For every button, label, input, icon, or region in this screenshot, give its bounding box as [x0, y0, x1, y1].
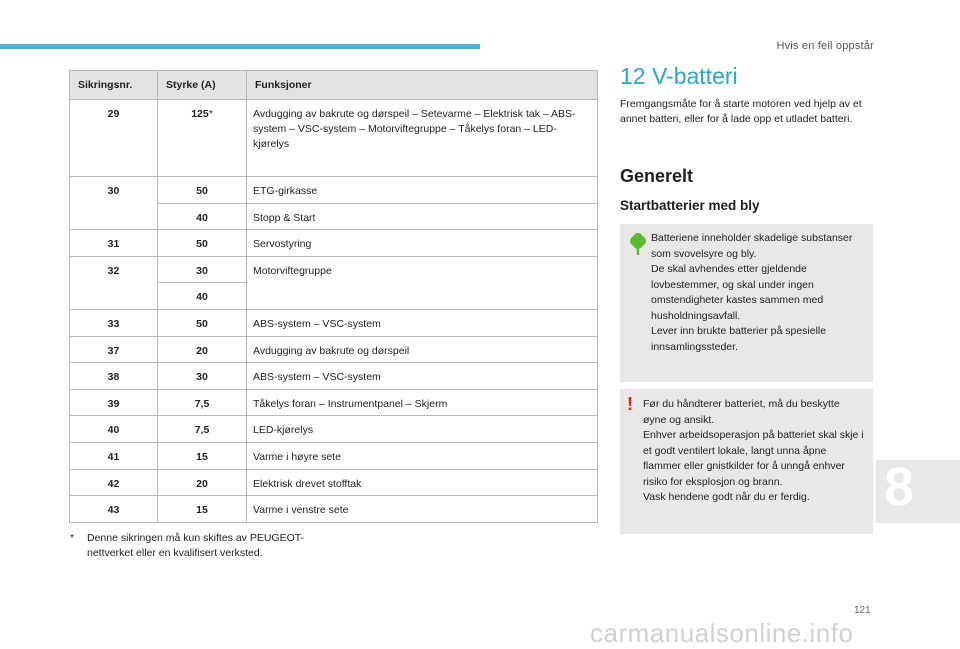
footnote — [70, 531, 330, 561]
chapter-number: 8 — [884, 457, 915, 517]
fuse-amps: 40 — [158, 203, 247, 230]
fuse-number: 37 — [70, 336, 158, 363]
fuse-amps: 50 — [158, 309, 247, 336]
fuse-function: LED-kjørelys — [247, 416, 598, 443]
fuse-function: Varme i venstre sete — [247, 496, 598, 523]
general-heading: Generelt — [620, 166, 694, 186]
fuse-function: Varme i høyre sete — [247, 442, 598, 469]
env-note-line: Batteriene inneholder skadelige substanser som svovelsyre og bly. — [651, 232, 853, 260]
fuse-function: Servostyring — [247, 230, 598, 257]
fuse-amps: 7,5 — [158, 416, 247, 443]
fuse-function: ABS-system – VSC-system — [247, 309, 598, 336]
table-row — [70, 416, 598, 443]
table-row — [70, 363, 598, 390]
fuse-number: 42 — [70, 469, 158, 496]
fuse-number: 39 — [70, 389, 158, 416]
fuse-amps: 7,5 — [158, 389, 247, 416]
watermark: carmanualsonline.info — [590, 618, 854, 648]
lead-battery-heading: Startbatterier med bly — [620, 198, 760, 213]
fuse-number: 33 — [70, 309, 158, 336]
fuse-amps: 40 — [158, 283, 247, 310]
warning-note-line: Før du håndterer batteriet, må du beskytte øyne og ansikt. — [643, 398, 840, 426]
table-row — [70, 442, 598, 469]
tree-icon — [628, 233, 648, 257]
table-row — [70, 309, 598, 336]
fuse-function: ABS-system – VSC-system — [247, 363, 598, 390]
fuse-amps: 20 — [158, 469, 247, 496]
header-accent-bar — [0, 44, 480, 49]
environment-note — [620, 224, 873, 382]
table-row — [70, 230, 598, 257]
fuse-number: 43 — [70, 496, 158, 523]
footnote-text: Denne sikringen må kun skiftes av PEUGEOT-nettverket eller en kvalifisert verksted. — [87, 532, 305, 559]
footnote-marker: * — [70, 532, 75, 544]
section-title: Hvis en feil oppstår — [776, 40, 874, 52]
fuse-amps: 20 — [158, 336, 247, 363]
fuse-function: Motorviftegruppe — [247, 256, 598, 309]
table-row — [70, 496, 598, 523]
fuse-function: Tåkelys foran – Instrumentpanel – Skjerm — [247, 389, 598, 416]
column-header-function: Funksjoner — [247, 71, 598, 100]
battery-intro: Fremgangsmåte for å starte motoren ved hjelp av et annet batteri, eller for å lade opp et utladet batteri. — [620, 98, 862, 125]
fuse-number: 29 — [70, 100, 158, 177]
footnote-marker: * — [208, 108, 213, 120]
fuse-amps-value: 125 — [191, 108, 209, 120]
env-note-line: De skal avhendes etter gjeldende lovbestemmer, og skal under ingen omstendigheter kastes sammen med husholdningsavfall. — [651, 263, 824, 322]
fuse-amps: 30 — [158, 363, 247, 390]
table-row — [70, 389, 598, 416]
fuse-amps: 30 — [158, 256, 247, 283]
fuse-number: 30 — [70, 177, 158, 230]
column-header-amps: Styrke (A) — [158, 71, 247, 100]
fuse-amps: 50 — [158, 177, 247, 204]
page-number: 121 — [854, 605, 871, 616]
table-row — [70, 100, 598, 177]
fuse-number: 38 — [70, 363, 158, 390]
fuse-function: Avdugging av bakrute og dørspeil – Setevarme – Elektrisk tak – ABS-system – VSC-system – Motorviftegruppe – Tåkelys foran – LED-kjørelys — [247, 100, 598, 177]
fuse-number: 40 — [70, 416, 158, 443]
table-row — [70, 336, 598, 363]
fuse-amps: 15 — [158, 442, 247, 469]
fuse-number: 41 — [70, 442, 158, 469]
table-row — [70, 469, 598, 496]
table-row — [70, 177, 598, 204]
column-header-fuse: Sikringsnr. — [70, 71, 158, 100]
warning-note — [620, 389, 873, 534]
fuse-function: ETG-girkasse — [247, 177, 598, 204]
exclamation-icon: ! — [627, 394, 633, 414]
fuse-number: 31 — [70, 230, 158, 257]
battery-title: 12 V-batteri — [620, 63, 738, 89]
fuse-function: Stopp & Start — [247, 203, 598, 230]
table-header-row — [70, 71, 598, 100]
fuse-function: Elektrisk drevet stofftak — [247, 469, 598, 496]
fuse-amps: 50 — [158, 230, 247, 257]
warning-note-line: Vask hendene godt når du er ferdig. — [643, 491, 810, 503]
fuse-table — [69, 70, 598, 523]
table-row — [70, 256, 598, 283]
warning-note-line: Enhver arbeidsoperasjon på batteriet skal skje i et godt ventilert lokale, langt unna åpne flammer eller gnistkilder for å unngå enhver risiko for eksplosjon og brann. — [643, 429, 864, 488]
env-note-line: Lever inn brukte batterier på spesielle innsamlingssteder. — [651, 325, 827, 353]
fuse-amps: 15 — [158, 496, 247, 523]
fuse-number: 32 — [70, 256, 158, 309]
fuse-amps — [158, 100, 247, 177]
fuse-function: Avdugging av bakrute og dørspeil — [247, 336, 598, 363]
battery-section — [620, 63, 880, 127]
